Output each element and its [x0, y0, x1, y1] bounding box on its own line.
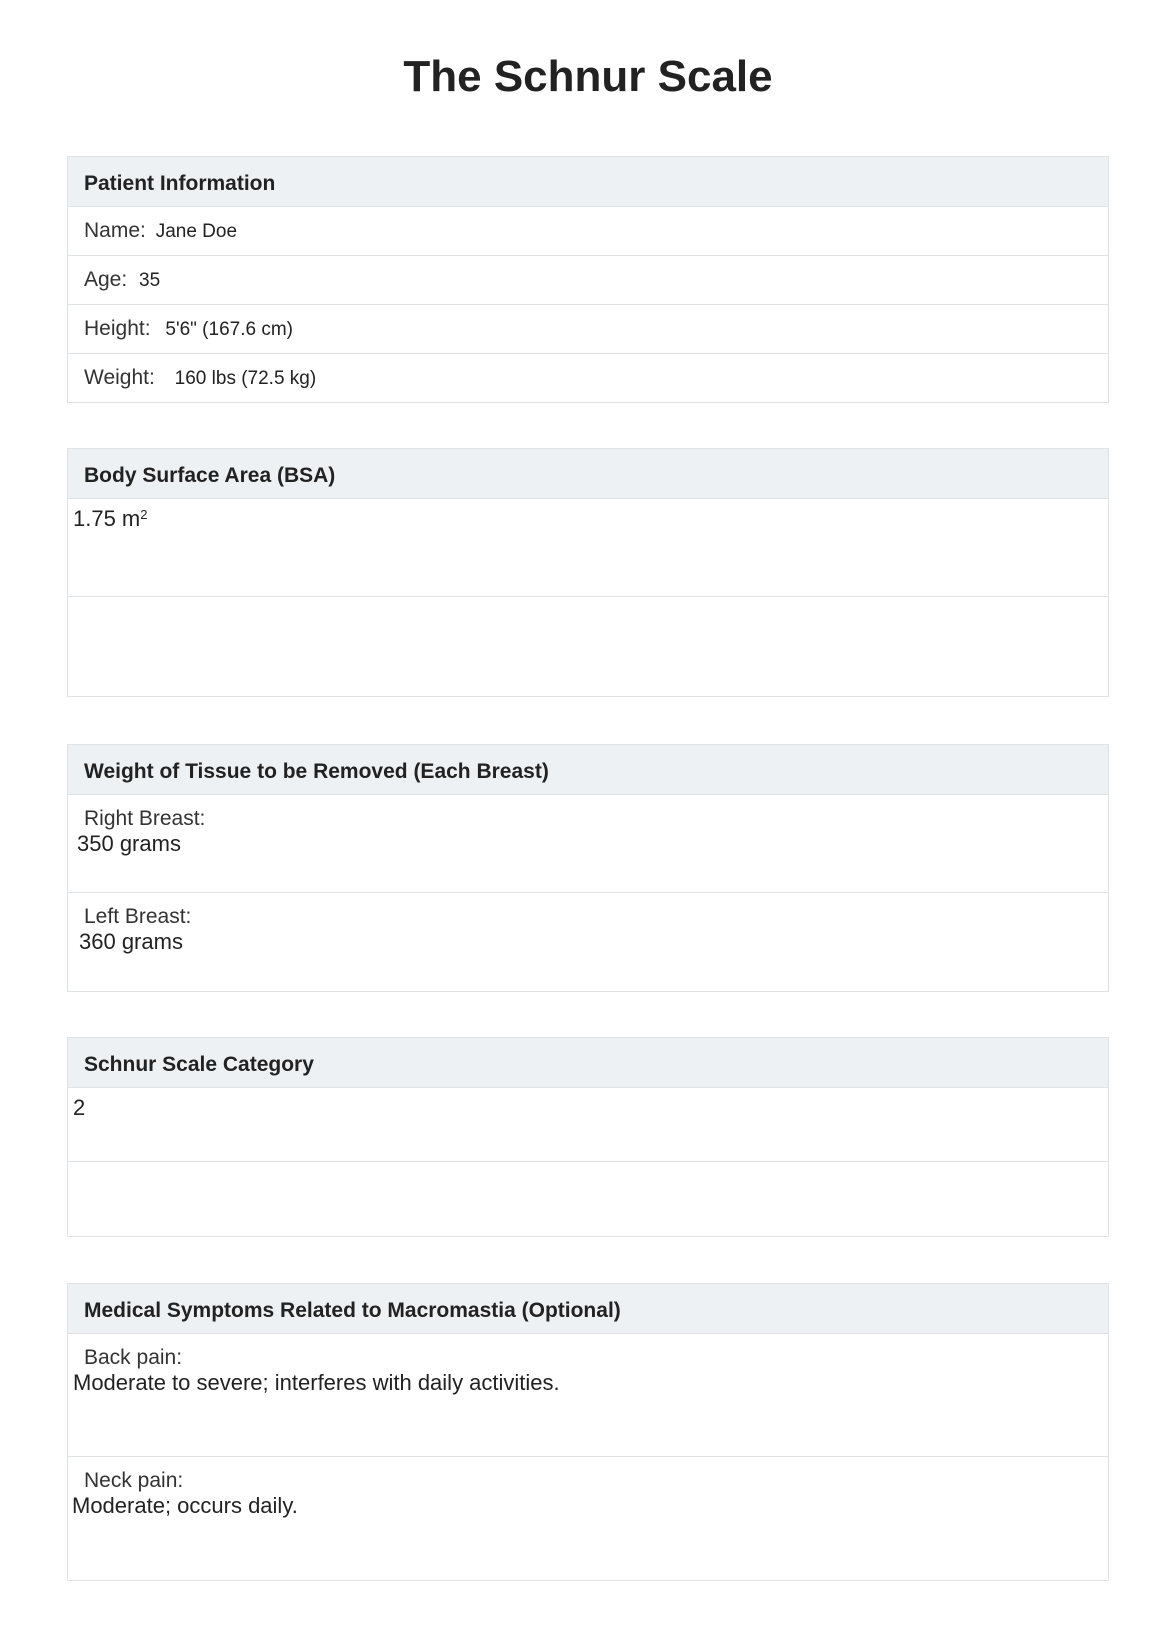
bsa-section [67, 448, 1109, 697]
name-label: Name: [84, 219, 146, 242]
neck-pain-label: Neck pain: [84, 1469, 184, 1492]
patient-information-header: Patient Information [68, 157, 1108, 207]
name-value[interactable]: Jane Doe [155, 221, 238, 242]
symptoms-header: Medical Symptoms Related to Macromastia (Optional) [68, 1284, 1108, 1334]
weight-row[interactable] [68, 354, 1108, 402]
age-value[interactable]: 35 [139, 270, 161, 291]
bsa-header: Body Surface Area (BSA) [68, 449, 1108, 499]
category-value[interactable]: 2 [73, 1095, 86, 1120]
category-empty-row[interactable] [68, 1162, 1108, 1236]
left-breast-value[interactable]: 360 grams [79, 929, 183, 954]
category-header: Schnur Scale Category [68, 1038, 1108, 1088]
symptoms-section [67, 1283, 1109, 1581]
neck-pain-value[interactable]: Moderate; occurs daily. [72, 1493, 298, 1518]
left-breast-row[interactable] [68, 893, 1108, 991]
back-pain-label: Back pain: [84, 1346, 183, 1369]
bsa-unit-exponent: 2 [140, 507, 148, 522]
left-breast-label: Left Breast: [84, 905, 192, 928]
page-title: The Schnur Scale [403, 52, 773, 101]
back-pain-value[interactable]: Moderate to severe; interferes with daily activities. [73, 1370, 560, 1395]
right-breast-value[interactable]: 350 grams [77, 831, 181, 856]
height-row[interactable] [68, 305, 1108, 354]
tissue-header: Weight of Tissue to be Removed (Each Breast) [68, 745, 1108, 795]
category-section [67, 1037, 1109, 1237]
right-breast-row[interactable] [68, 795, 1108, 893]
category-value-row[interactable] [68, 1088, 1108, 1162]
height-value[interactable]: 5'6" (167.6 cm) [165, 319, 293, 340]
height-label: Height: [84, 317, 151, 340]
bsa-empty-row[interactable] [68, 597, 1108, 696]
back-pain-row[interactable] [68, 1334, 1108, 1457]
weight-label: Weight: [84, 366, 155, 389]
bsa-value[interactable] [73, 506, 148, 532]
bsa-value-number: 1.75 m [73, 506, 141, 531]
bsa-value-row[interactable] [68, 499, 1108, 597]
right-breast-label: Right Breast: [84, 807, 206, 830]
patient-information-section [67, 156, 1109, 403]
age-label: Age: [84, 268, 128, 291]
name-row[interactable] [68, 207, 1108, 256]
weight-value[interactable]: 160 lbs (72.5 kg) [174, 368, 317, 389]
age-row[interactable] [68, 256, 1108, 305]
tissue-section [67, 744, 1109, 992]
neck-pain-row[interactable] [68, 1457, 1108, 1580]
